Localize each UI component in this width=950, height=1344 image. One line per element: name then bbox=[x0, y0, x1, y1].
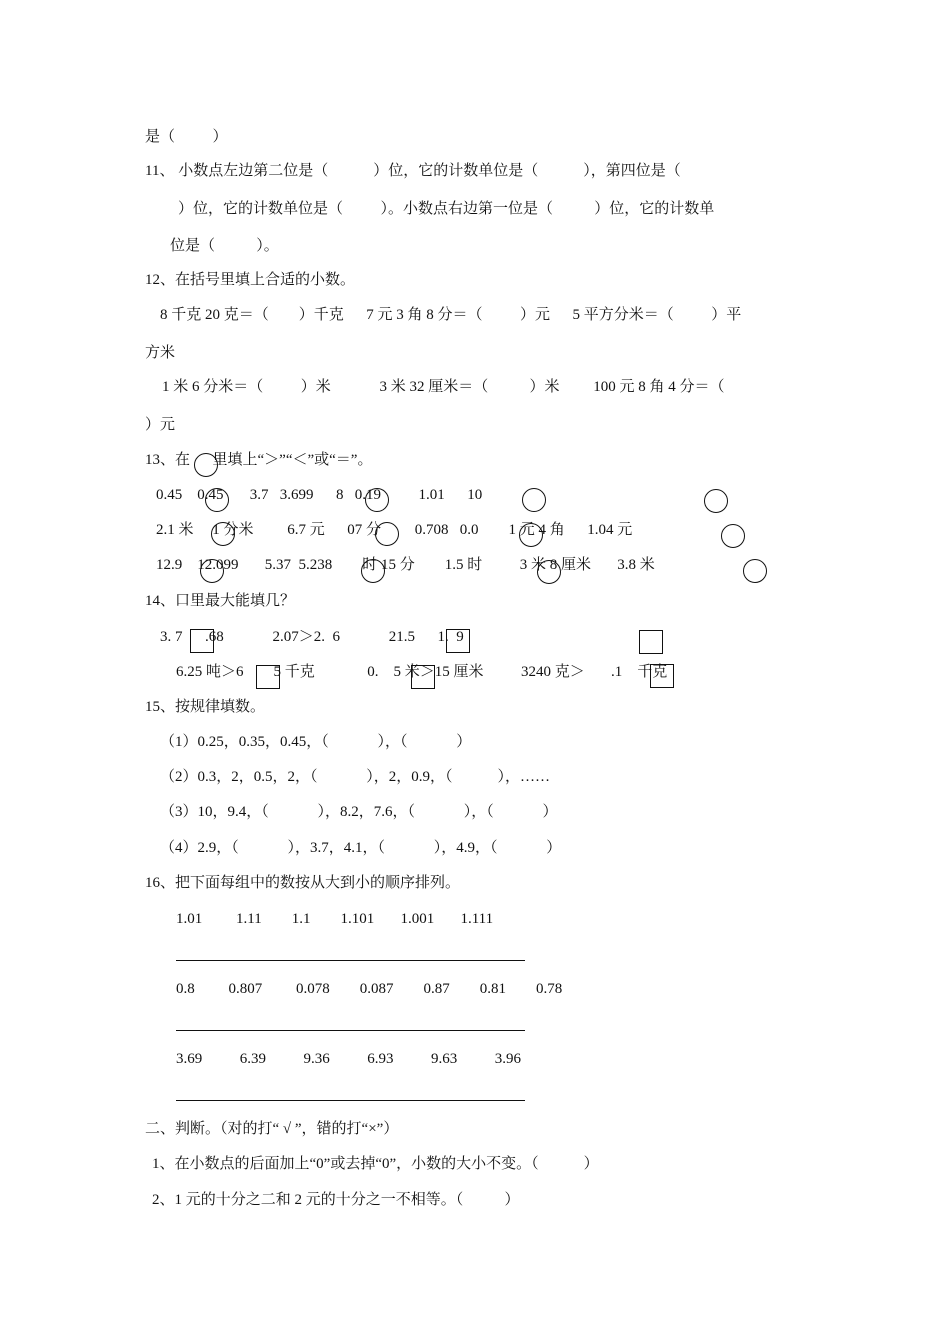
compare-circle[interactable] bbox=[704, 489, 728, 513]
question-13: 13、在 里填上“＞”“＜”或“＝”。 bbox=[145, 452, 373, 468]
number-group: 1.01 1.11 1.1 1.101 1.001 1.111 bbox=[176, 911, 494, 927]
compare-circle[interactable] bbox=[365, 488, 389, 512]
compare-circle[interactable] bbox=[205, 488, 229, 512]
number-group: 3.69 6.39 9.36 6.93 9.63 3.96 bbox=[176, 1051, 521, 1067]
compare-circle[interactable] bbox=[200, 559, 224, 583]
compare-circle[interactable] bbox=[743, 559, 767, 583]
number-group: 0.8 0.807 0.078 0.087 0.87 0.81 0.78 bbox=[176, 981, 563, 997]
compare-circle[interactable] bbox=[519, 523, 543, 547]
question-13-row: 2.1 米 1 分米 6.7 元 07 分 0.708 0.0 1 元 4 角 1.04 元 bbox=[156, 522, 633, 538]
question-14-row: 6.25 吨＞6 5 千克 0. 5 米＞15 厘米 3240 克＞ .1 千克 bbox=[176, 664, 668, 680]
digit-box[interactable] bbox=[411, 665, 435, 689]
section-title: 二、判断。（对的打“ √ ”，错的打“×”） bbox=[145, 1121, 399, 1137]
question-12-row: ）元 bbox=[145, 417, 176, 433]
judge-item: 1、在小数点的后面加上“0”或去掉“0”，小数的大小不变。（ ） bbox=[152, 1156, 599, 1172]
compare-circle[interactable] bbox=[522, 488, 546, 512]
question-14-row: 3. 7 .68 2.07＞2. 6 21.5 1. 9 bbox=[160, 629, 464, 645]
question-12-row: 8 千克 20 克＝（ ）千克 7 元 3 角 8 分＝（ ）元 5 平方分米＝（ ）平 bbox=[160, 307, 742, 323]
question-15-item: （4）2.9，（ ），3.7，4.1，（ ），4.9，（ ） bbox=[160, 840, 562, 856]
digit-box[interactable] bbox=[256, 665, 280, 689]
question-11: 11、 小数点左边第二位是（ ）位，它的计数单位是（ ），第四位是（ bbox=[145, 163, 681, 179]
question-14: 14、口里最大能填几？ bbox=[145, 593, 296, 609]
question-15-item: （3）10，9.4，（ ），8.2，7.6，（ ），（ ） bbox=[160, 804, 558, 820]
question-16: 16、把下面每组中的数按从大到小的顺序排列。 bbox=[145, 875, 461, 891]
judge-item: 2、1 元的十分之二和 2 元的十分之一不相等。（ ） bbox=[152, 1192, 520, 1208]
digit-box[interactable] bbox=[446, 629, 470, 653]
question-15-item: （1）0.25，0.35，0.45，（ ），（ ） bbox=[160, 734, 472, 750]
digit-box[interactable] bbox=[650, 664, 674, 688]
question-15: 15、按规律填数。 bbox=[145, 699, 266, 715]
question-12-row: 1 米 6 分米＝（ ）米 3 米 32 厘米＝（ ）米 100 元 8 角 4 分＝（ bbox=[162, 379, 725, 395]
text-line: 是（ ） bbox=[145, 129, 228, 145]
question-15-item: （2）0.3，2，0.5，2，（ ），2，0.9，（ ），…… bbox=[160, 769, 551, 785]
question-11-cont: ）位，它的计数单位是（ ）。小数点右边第一位是（ ）位，它的计数单 bbox=[178, 201, 715, 217]
compare-circle[interactable] bbox=[375, 522, 399, 546]
compare-circle[interactable] bbox=[211, 522, 235, 546]
digit-box[interactable] bbox=[639, 630, 663, 654]
question-12-row: 方米 bbox=[145, 345, 176, 361]
digit-box[interactable] bbox=[190, 629, 214, 653]
compare-circle[interactable] bbox=[537, 560, 561, 584]
answer-line[interactable] bbox=[176, 960, 525, 961]
compare-circle[interactable] bbox=[361, 559, 385, 583]
compare-circle[interactable] bbox=[721, 524, 745, 548]
question-13-row: 12.9 12.099 5.37 5.238 时 15 分 1.5 时 3 米 8 厘米 3.8 米 bbox=[156, 557, 655, 573]
question-12: 12、在括号里填上合适的小数。 bbox=[145, 272, 356, 288]
question-11-cont: 位是（ ）。 bbox=[170, 238, 279, 254]
question-13-row: 0.45 0.45 3.7 3.699 8 0.19 1.01 10 bbox=[156, 487, 483, 503]
answer-line[interactable] bbox=[176, 1100, 525, 1101]
compare-circle[interactable] bbox=[194, 453, 218, 477]
answer-line[interactable] bbox=[176, 1030, 525, 1031]
